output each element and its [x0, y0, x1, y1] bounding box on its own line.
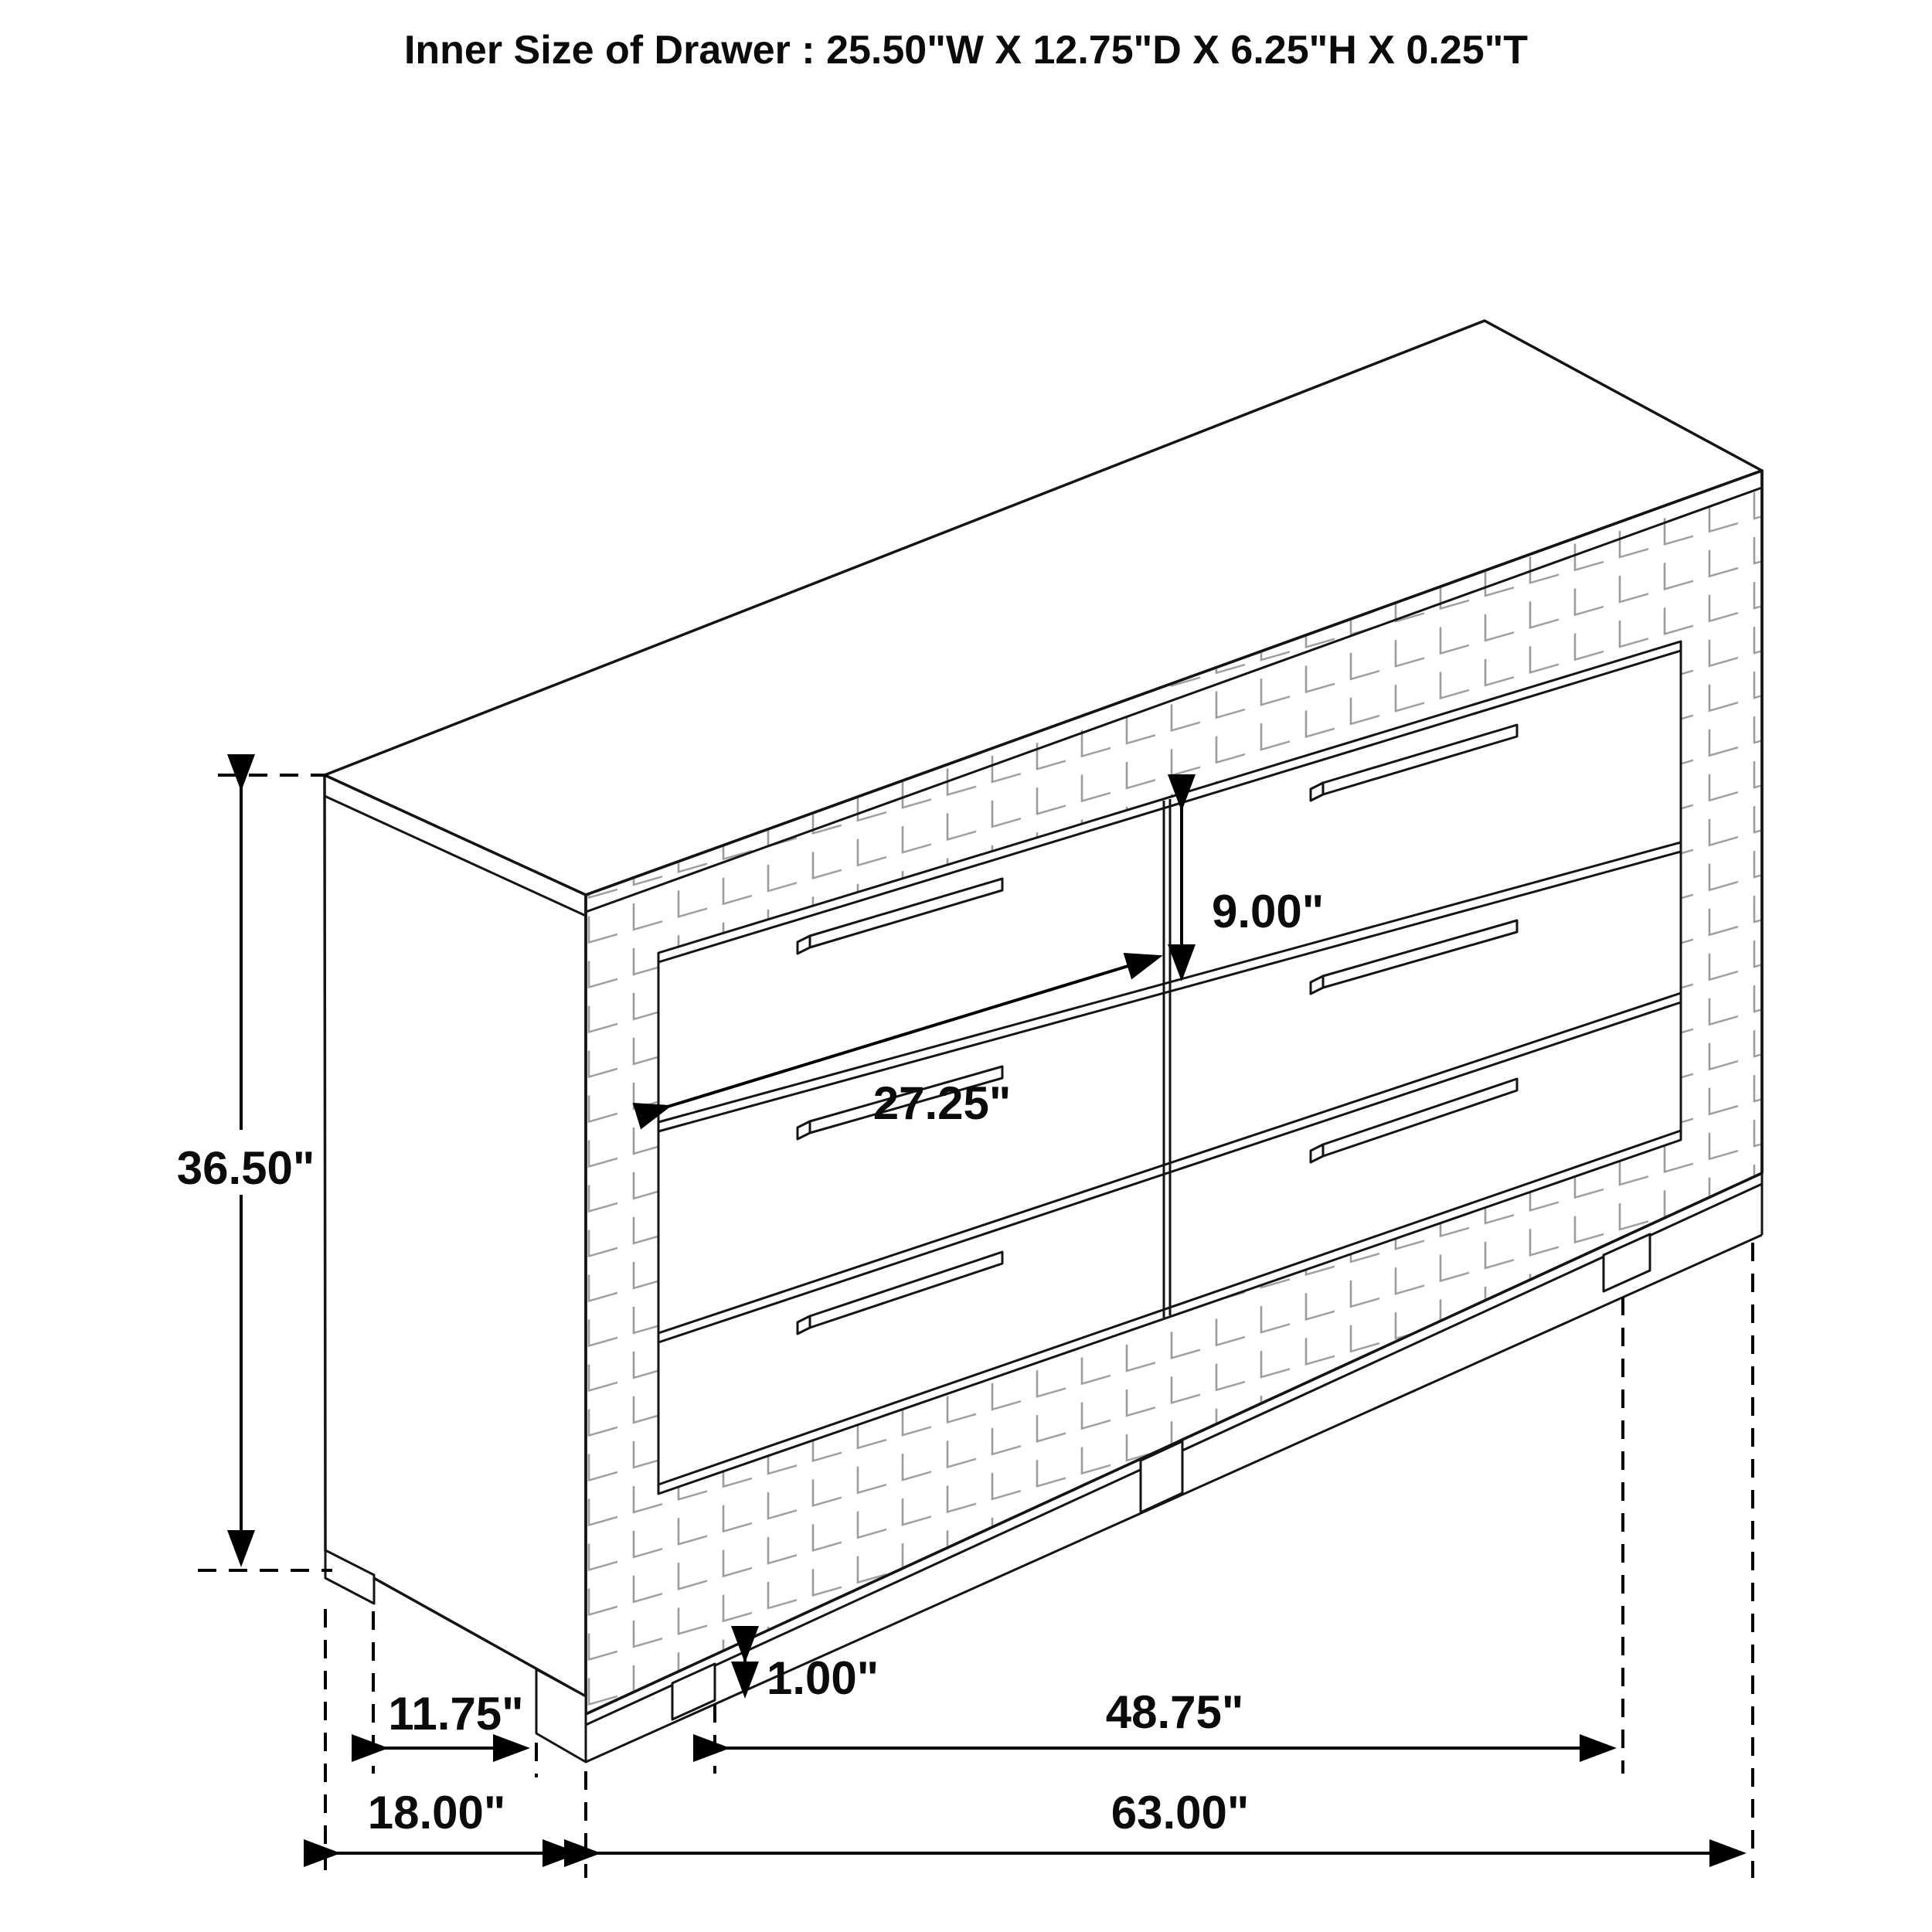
dimension-label-leg-inset-depth: 11.75" [388, 1688, 524, 1740]
cabinet-left-face [325, 775, 586, 1696]
dimension-height-overall [174, 775, 332, 1570]
dimension-label-toe-clearance: 1.00" [767, 1652, 879, 1704]
dresser-cabinet [325, 321, 1762, 1762]
dimension-label-height: 36.50" [176, 1142, 315, 1194]
page-title: Inner Size of Drawer : 25.50"W X 12.75"D X 6.25"H X 0.25"T [403, 28, 1529, 73]
dimension-toe-clearance [745, 1652, 879, 1704]
dimension-label-depth-overall: 18.00" [367, 1787, 506, 1838]
dimension-label-drawer-width: 27.25" [872, 1077, 1012, 1129]
dimension-label-width-overall: 63.00" [1111, 1787, 1250, 1838]
dimension-label-drawer-height: 9.00" [1212, 886, 1325, 937]
dimension-label-leg-span-width: 48.75" [1105, 1686, 1244, 1738]
